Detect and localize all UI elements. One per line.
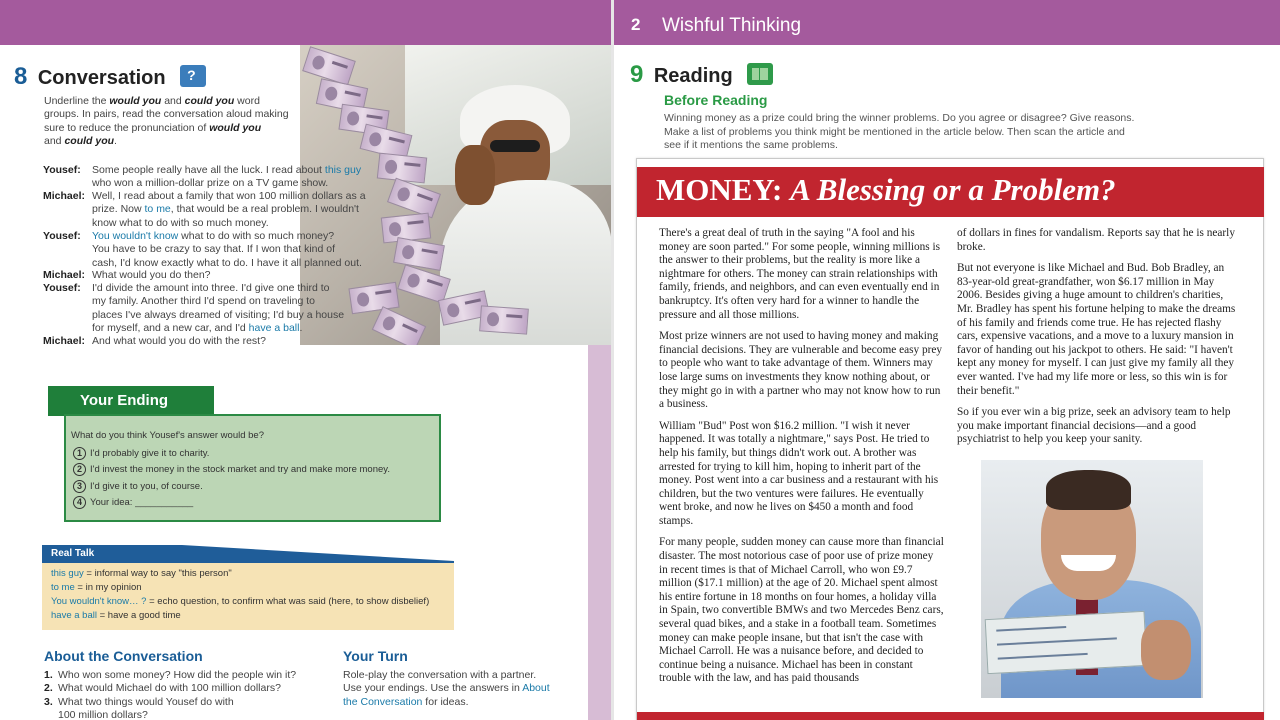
ending-option[interactable]: 3 I'd give it to you, of course. [73,480,203,493]
real-talk-box [42,562,454,630]
article-title-banner [637,167,1264,217]
option-number: 2 [73,463,86,476]
ending-option[interactable]: 2 I'd invest the money in the stock market and try and make more money. [73,463,390,476]
article-title: MONEY: A Blessing or a Problem? [656,172,1116,207]
highlight-phrase: have a ball [248,321,300,334]
real-talk-title: Real Talk [51,548,95,559]
article-paragraph: For many people, sudden money can cause more than financial disaster. The most notorious case of poor use of prize money in recent times is that of Michael Carroll, who won £9.7 million ($17.1 million) at the age of 20. Michael spent almost his entire fortune in 18 months on four homes, a holiday villa in Spain, two convertible BMWs and two Mercedes Benz cars, several quad bikes, and a stake in a football team. Sometimes money can make people insane, but that isn't the case with Michael Carroll. He was a nuisance before, and decided to continue being a nuisance. Michael has been in constant trouble with the law, and has paid thousands [659,536,944,685]
speaker: Yousef: [43,164,81,176]
question-item: 2. What would Michael do with 100 million dollars? [44,682,281,695]
prize-check [985,611,1148,674]
article-paragraph: There's a great deal of truth in the saying "A fool and his money are soon parted." For some people, winning millions is the answer to their problems, but the reality is more like a nightmare for others. The money can strain relationships with family, friends, and neighbors, and can even eventually end in bankruptcy. It's often very hard for a winner to handle the pressure and all those millions. [659,227,941,321]
right-header-band [612,0,1280,45]
winner-photo [981,460,1203,698]
speaker: Yousef: [43,230,81,242]
dialogue-turn [43,335,373,349]
speaker: Yousef: [43,282,81,294]
ending-option[interactable]: 4 Your idea: ___________ [73,496,193,509]
question-item: 1. Who won some money? How did the people win it? [44,669,297,681]
unit-title: Wishful Thinking [662,15,802,36]
dialogue-text: Some people really have all the luck. I read about this guy who won a million-dollar prize on a TV game show. [92,164,362,190]
left-header-band [0,0,612,45]
option-number: 3 [73,480,86,493]
audio-icon[interactable]: ? [180,65,206,87]
real-talk-item: to me = in my opinion [51,582,142,593]
speaker: Michael: [43,335,86,347]
real-talk-item: You wouldn't know… ? = echo question, to confirm what was said (here, to show disbelief) [51,596,430,607]
conversation-link[interactable]: the Conversation [343,695,423,708]
article-paragraph: So if you ever win a big prize, seek an advisory team to help you make important financial decisions—and a good psychiatrist to help you keep your sanity. [957,406,1231,446]
article-footer-band [637,712,1264,720]
instruction-line: sure to reduce the pronunciation of would you [44,121,262,134]
ending-option[interactable]: 1 I'd probably give it to charity. [73,447,209,460]
book-icon[interactable] [747,63,773,85]
your-turn-text: Role-play the conversation with a partner. Use your endings. Use the answers in About the Conversation for ideas. [343,669,550,708]
section-title: Reading [653,65,733,87]
real-talk-item: this guy = informal way to say "this person" [51,568,232,579]
ending-question: What do you think Yousef's answer would be? [71,430,264,441]
article-paragraph: of dollars in fines for vandalism. Reports say that he is nearly broke. [957,227,1235,253]
dialogue-text: And what would you do with the rest? [92,335,266,347]
section-number: 9 [630,61,644,88]
dialogue-turn [43,282,373,336]
dialogue-turn [43,269,373,283]
about-conversation-title: About the Conversation [44,648,203,664]
option-number: 4 [73,496,86,509]
before-reading-title: Before Reading [664,92,768,108]
question-item: 3. What two things would Yousef do with [44,695,234,708]
article-paragraph: William "Bud" Post won $16.2 million. "I wish it never happened. It was totally a nightmare," says Post. He tried to help his family, but things didn't work out. A brother was arrested for trying to kill him, hoping to inherit part of the money. Post went into a car business and a restaurant with his children, but the two ventures were failures. He eventually went broke, and now he lives on $450 a month and food stamps. [659,419,939,527]
article-paragraph: Most prize winners are not used to having money and making financial decisions. They are vulnerable and become easy prey to people who want to take advantage of them. Winners may lose large sums on investments they know nothing about, or they might go in with a partner who may not know how to run a business. [659,330,943,411]
banknote [377,153,427,184]
question-item: 100 million dollars? [58,708,148,720]
article-column-2 [957,227,1242,455]
dialogue-text: Well, I read about a family that won 100 million dollars as a prize. Now to me, that would be a real problem. I wouldn't know what to do with so much money. [92,190,366,229]
your-turn-title: Your Turn [343,648,408,664]
conversation-instructions [44,95,304,148]
dialogue-text: I'd divide the amount into three. I'd give one third to my family. Another third I'd spend on traveling to places I've always dreamed of visiting; I'd buy a house for myself, and a new car, and I'd have a ball. [92,282,345,334]
about-questions [44,669,324,720]
book-spine [611,0,614,720]
your-ending-box [64,414,441,522]
instruction-line: groups. In pairs, read the conversation aloud making [44,108,289,121]
banknote [479,305,529,334]
speaker: Michael: [43,269,86,281]
your-ending-tab [48,386,214,416]
highlight-phrase: You wouldn't know [92,230,179,242]
highlight-phrase: this guy [324,164,362,176]
dialogue-text: What would you do then? [92,269,211,281]
banknote [393,237,445,271]
your-ending-title: Your Ending [80,392,169,409]
dialogue-turn [43,190,373,230]
about-link[interactable]: About [522,682,550,695]
real-talk-item: have a ball = have a good time [51,610,181,621]
section-number: 8 [14,63,28,90]
section-title: Conversation [37,67,166,89]
reading-instructions: Winning money as a prize could bring the winner problems. Do you agree or disagree? Give reasons. Make a list of problems you think might be mentioned in the article below. Then scan the article and see if it mentions the same problems. [664,112,1135,152]
speaker: Michael: [43,190,86,202]
dialogue-text: You wouldn't know what to do with so much money? You have to be crazy to say that. If I won that kind of cash, I'd know exactly what to do. I have it all planned out. [92,230,362,269]
unit-number: 2 [631,15,641,34]
instruction-line: Underline the would you and could you word [44,95,260,107]
article-paragraph: But not everyone is like Michael and Bud. Bob Bradley, an 83-year-old great-grandfather, won $6.17 million in May 2006. Besides giving a huge amount to children's charities, Mr. Bradley has spent his fortune helping to make the dreams of his family and friends come true. He has rejected flashy cars, expensive vacations, and a move to a luxury mansion in favor of handing out his jackpot to others. He said: "I haven't kept any money for myself. I can just give my family all they ever wanted. I've had my life more or less, so this win is for their benefit." [957,262,1236,397]
real-talk-header [42,545,454,563]
left-gutter-band [588,345,612,720]
option-number: 1 [73,447,86,460]
instruction-line: and could you. [44,134,117,147]
highlight-phrase: to me [144,203,171,216]
conversation-header [14,63,206,91]
reading-header [630,61,773,89]
article-column-1 [659,227,944,694]
dialogue-turn [43,230,373,270]
dialogue-turn [43,164,373,191]
